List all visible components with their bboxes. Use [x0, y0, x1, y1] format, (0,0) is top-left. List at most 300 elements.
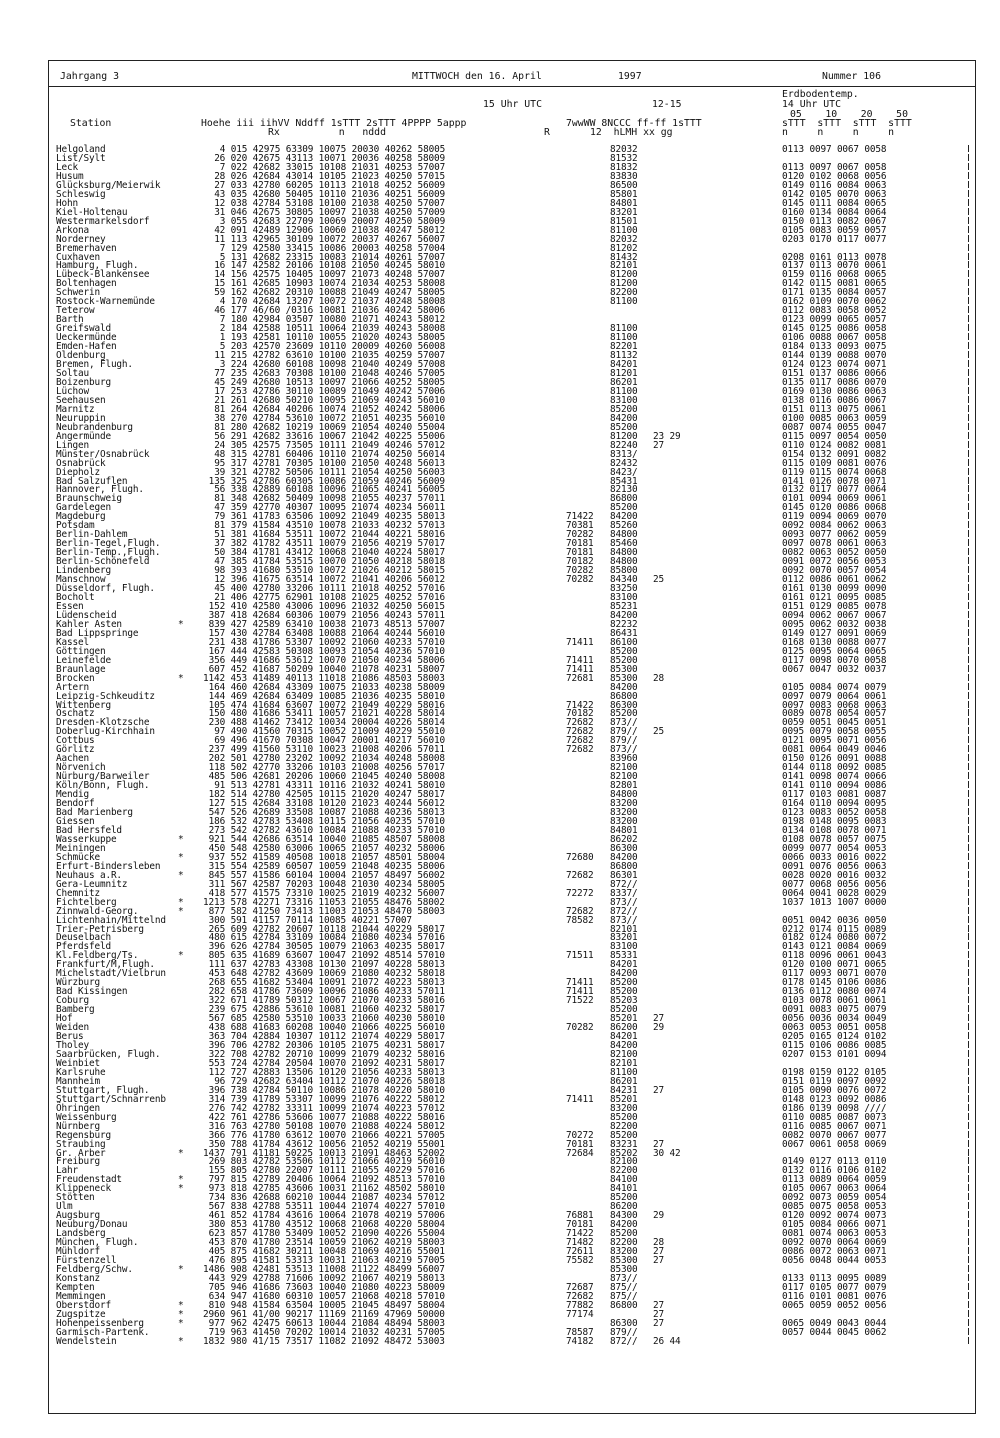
synop-codes: 734 836 42688 60210 10044 21087 40234 57012: [208, 1192, 445, 1204]
cloud-group: 85300: [610, 672, 638, 684]
cloud-group: 872//: [610, 905, 638, 917]
margin-bar: [968, 853, 969, 860]
soil-temps: 0141 0126 0078 0071: [782, 475, 887, 487]
station-name: Bad Kissingen: [56, 986, 128, 998]
cloud-group: 81501: [610, 215, 638, 227]
margin-bar: [968, 1140, 969, 1147]
synop-codes: 56 291 42682 33616 10067 21042 40225 55006: [214, 430, 445, 442]
soil-temps: 0087 0074 0055 0047: [782, 421, 887, 433]
margin-bar: [968, 423, 969, 430]
station-name: Lindenberg: [56, 565, 111, 577]
synop-codes: 387 418 42684 60306 10079 21056 40243 57011: [208, 609, 445, 621]
margin-bar: [968, 244, 969, 251]
synop-codes: 11 215 42782 63610 10100 21035 40259 57007: [214, 350, 445, 362]
station-name: Meiningen: [56, 842, 106, 854]
station-name: Dresden-Klotzsche: [56, 717, 150, 729]
synop-codes: 12 396 41675 63514 10072 21041 40206 56012: [214, 574, 445, 586]
cloud-group: 85260: [610, 520, 638, 532]
synop-codes: 4 015 42975 63309 10075 20030 40262 58005: [219, 144, 446, 155]
weather-group: 72682: [566, 744, 594, 756]
soil-temps: 0081 0074 0063 0053: [782, 1228, 887, 1240]
synop-codes: 453 870 41780 23514 10059 21062 40219 58003: [208, 1237, 445, 1249]
station-name: Klippeneck: [56, 1183, 111, 1195]
synop-codes: 443 929 42788 71606 10092 21067 40219 58013: [208, 1272, 445, 1284]
weather-group: 71411: [566, 1093, 594, 1105]
soil-temps: 0133 0113 0095 0089: [782, 1272, 887, 1284]
cloud-group: 86800: [610, 690, 638, 702]
margin-bar: [968, 441, 969, 448]
station-name: Berlin-Tegel,Flugh.: [56, 538, 161, 550]
margin-bar: [968, 1149, 969, 1156]
synop-codes: 167 444 42583 50308 10093 21054 40236 57010: [208, 645, 445, 657]
soil-temps: 0136 0112 0080 0074: [782, 986, 887, 998]
margin-bar: [968, 387, 969, 394]
soil-temps: 0113 0097 0067 0058: [782, 144, 887, 155]
mountain-mark: *: [178, 618, 184, 630]
margin-bar: [968, 414, 969, 421]
margin-bar: [968, 432, 969, 439]
margin-bar: [968, 477, 969, 484]
cloud-group: 85200: [610, 502, 638, 514]
soil-temps: 0051 0042 0036 0050: [782, 914, 887, 926]
margin-bar: [968, 1283, 969, 1290]
station-name: Bad Lippspringe: [56, 627, 139, 639]
weather-group: 71422: [566, 1228, 594, 1240]
weather-group: 72687: [566, 1281, 594, 1293]
station-name: Magdeburg: [56, 511, 106, 523]
synop-codes: 350 788 41784 43612 10056 21052 40219 55001: [208, 1138, 445, 1150]
soil-temps: 0120 0102 0068 0056: [782, 170, 887, 182]
station-name: Neubrandenburg: [56, 421, 133, 433]
margin-bar: [968, 468, 969, 475]
margin-bar: [968, 494, 969, 501]
station-name: Bocholt: [56, 592, 95, 603]
soil-temps: 0151 0129 0085 0078: [782, 600, 887, 612]
cloud-group: 82032: [610, 233, 638, 245]
synop-codes: 48 315 42781 60406 10110 21074 40250 56014: [214, 448, 445, 460]
synop-codes: 50 384 41781 43412 10068 21040 40224 58017: [214, 547, 445, 559]
station-name: Glücksburg/Meierwik: [56, 179, 161, 191]
margin-bar: [968, 235, 969, 242]
synop-codes: 485 506 42681 20206 10060 21045 40240 58008: [208, 771, 445, 783]
synop-codes: 47 385 41784 53515 10070 21050 40218 58018: [214, 556, 445, 568]
synop-codes: 164 460 42684 43309 10075 21033 40238 58009: [208, 681, 445, 693]
synop-codes: 322 671 41789 50312 10067 21070 40233 58016: [208, 995, 445, 1007]
soil-temps: 0066 0033 0016 0022: [782, 851, 887, 863]
margin-bar: [968, 1095, 969, 1102]
weather-group: 70182: [566, 556, 594, 568]
station-name: München, Flugh.: [56, 1237, 139, 1249]
soil-temps: 0067 0047 0032 0037: [782, 663, 887, 675]
mountain-mark: *: [178, 1183, 184, 1195]
margin-bar: [968, 1265, 969, 1272]
mountain-mark: *: [178, 950, 184, 962]
margin-bar: [968, 951, 969, 958]
station-name: Leck: [56, 161, 78, 173]
margin-bar: [968, 190, 969, 197]
station-name: Kassel: [56, 636, 89, 648]
cloud-group: 879//: [610, 1326, 638, 1338]
soil-temps: 0142 0115 0081 0065: [782, 278, 887, 290]
margin-bar: [968, 889, 969, 896]
station-name: Weinbiet: [56, 1057, 100, 1069]
margin-bar: [968, 530, 969, 537]
synop-codes: 81 264 42684 40206 10074 21052 40242 58006: [214, 403, 445, 415]
synop-codes: 396 706 42782 20306 10105 21075 40231 58017: [208, 1040, 445, 1051]
soil-temps: 0064 0041 0028 0029: [782, 887, 887, 899]
synop-codes: 1142 453 41489 40113 11018 21086 48503 58003: [203, 672, 445, 684]
soil-temps: 0144 0118 0092 0085: [782, 762, 887, 774]
header-day-date: MITTWOCH den 16. April: [412, 71, 542, 82]
soil-temps: 0132 0116 0106 0102: [782, 1165, 887, 1177]
synop-codes: 797 815 42789 20406 10064 21092 48513 57010: [208, 1174, 445, 1186]
soil-temps: 0059 0051 0045 0051: [782, 717, 887, 729]
margin-bar: [968, 351, 969, 358]
station-name: Teterow: [56, 305, 95, 317]
soil-temps: 0145 0125 0086 0058: [782, 323, 887, 335]
soil-temps: 0082 0070 0067 0077: [782, 1129, 887, 1141]
station-name: Manschnow: [56, 574, 106, 586]
mountain-mark: *: [178, 1317, 184, 1329]
station-name: Lahr: [56, 1165, 78, 1177]
cloud-group: 85300: [610, 663, 638, 675]
weather-group: 70181: [566, 538, 594, 550]
soil-temps: 0161 0121 0095 0085: [782, 592, 887, 603]
station-name: Hohenpeissenberg: [56, 1317, 144, 1329]
soil-temps: 0123 0083 0052 0058: [782, 807, 887, 819]
soil-temps: 0056 0036 0034 0049: [782, 1013, 887, 1025]
synop-codes: 547 526 42689 33508 10087 21088 40236 58013: [208, 807, 445, 819]
soil-temps: 0077 0068 0056 0056: [782, 878, 887, 890]
cloud-group: 83960: [610, 753, 638, 765]
cloud-group: 83231: [610, 1138, 638, 1150]
soil-temps: 0150 0113 0082 0067: [782, 215, 887, 227]
margin-bar: [968, 727, 969, 734]
station-name: Nürnberg: [56, 1120, 100, 1132]
station-name: Landsberg: [56, 1228, 106, 1240]
margin-bar: [968, 1274, 969, 1281]
synop-codes: 112 727 42883 13506 10120 21056 40233 58013: [208, 1066, 445, 1078]
station-name: Konstanz: [56, 1272, 100, 1284]
margin-bar: [968, 871, 969, 878]
mountain-mark: *: [178, 1147, 184, 1159]
cloud-group: 85200: [610, 1228, 638, 1240]
station-name: Trier-Petrisberg: [56, 923, 144, 935]
station-name: Angermünde: [56, 430, 111, 442]
wind-peak: 29: [653, 1022, 664, 1034]
cloud-group: 84200: [610, 851, 638, 863]
cloud-group: 82201: [610, 341, 638, 353]
station-name: Nörvenich: [56, 762, 106, 774]
synop-codes: 1213 578 42271 73316 11053 21055 48476 58002: [203, 896, 445, 908]
station-name: Braunlage: [56, 663, 106, 675]
synop-codes: 5 131 42682 23315 10083 21014 40261 57007: [219, 251, 446, 263]
margin-bar: [968, 145, 969, 152]
soil-temps: 0171 0135 0084 0057: [782, 287, 887, 299]
station-name: Cuxhaven: [56, 251, 100, 263]
soil-temps: 0101 0094 0069 0061: [782, 493, 887, 505]
cloud-group: 82200: [610, 1165, 638, 1177]
cloud-group: 82100: [610, 1048, 638, 1060]
weather-group: 78582: [566, 914, 594, 926]
synop-codes: 39 321 42782 50506 10111 21054 40250 56003: [214, 466, 445, 478]
margin-bar: [968, 1113, 969, 1120]
soil-temps: 0099 0077 0054 0053: [782, 842, 887, 854]
cloud-group: 84101: [610, 1183, 638, 1195]
synop-codes: 3 055 42683 22709 10069 20007 40250 58009: [219, 215, 446, 227]
station-name: Lingen: [56, 439, 89, 451]
soil-temps: 0093 0077 0062 0059: [782, 529, 887, 541]
margin-bar: [968, 638, 969, 645]
margin-bar: [968, 315, 969, 322]
soil-temps: 0208 0161 0113 0078: [782, 251, 887, 263]
margin-bar: [968, 270, 969, 277]
weather-group: 75582: [566, 1255, 594, 1267]
station-name: Weiden: [56, 1022, 89, 1034]
synop-codes: 38 270 42784 53610 10072 21051 40235 56010: [214, 412, 445, 424]
soil-temps: 0097 0078 0061 0063: [782, 538, 887, 550]
cloud-group: 82232: [610, 618, 638, 630]
synop-codes: 28 026 42684 43014 10105 21023 40250 57015: [214, 170, 445, 182]
synop-codes: 567 685 42580 53510 10033 21060 40230 58010: [208, 1013, 445, 1025]
station-name: Diepholz: [56, 466, 100, 478]
station-name: Stuttgart, Flugh.: [56, 1084, 150, 1096]
synop-codes: 973 818 42785 43606 10031 21162 48502 58010: [208, 1183, 445, 1195]
soil-temps: 0123 0099 0065 0057: [782, 314, 887, 326]
cloud-group: 85202: [610, 1147, 638, 1159]
soil-temps: 0113 0097 0067 0058: [782, 161, 887, 173]
margin-bar: [968, 718, 969, 725]
station-name: Coburg: [56, 995, 89, 1007]
cloud-group: 86300: [610, 842, 638, 854]
wind-peak: 27: [653, 1013, 664, 1025]
cloud-group: 84800: [610, 529, 638, 541]
wind-peak: 27: [653, 1308, 664, 1320]
synop-codes: 239 675 42886 53610 10081 21060 40232 58017: [208, 1004, 445, 1016]
wind-peak: 27: [653, 1255, 664, 1267]
margin-bar: [968, 154, 969, 161]
wind-peak: 28: [653, 672, 664, 684]
cloud-group: 86500: [610, 179, 638, 191]
station-name: Karlsruhe: [56, 1066, 106, 1078]
synop-codes: 21 261 42680 50210 10095 21069 40243 56010: [214, 394, 445, 406]
station-name: Greifswald: [56, 323, 111, 335]
margin-bar: [968, 163, 969, 170]
cloud-group: 84340: [610, 574, 638, 586]
synop-codes: 7 180 42984 03507 10080 21071 40243 58012: [219, 314, 446, 326]
synop-codes: 43 035 42680 50405 10110 21036 40251 56009: [214, 188, 445, 200]
soil-temps: 0143 0121 0084 0069: [782, 941, 887, 953]
margin-bar: [968, 226, 969, 233]
soil-temps: 0085 0075 0058 0053: [782, 1201, 887, 1213]
synop-codes: 2 184 42588 10511 10064 21039 40243 58008: [219, 323, 446, 335]
margin-bar: [968, 1166, 969, 1173]
cloud-group: 86201: [610, 376, 638, 388]
cloud-group: 85201: [610, 1013, 638, 1025]
station-name: Öhringen: [56, 1102, 100, 1114]
station-name: Hannover, Flugh.: [56, 484, 144, 496]
station-name: Bremen, Flugh.: [56, 359, 133, 371]
margin-bar: [968, 996, 969, 1003]
margin-bar: [968, 584, 969, 591]
synop-codes: 186 532 42783 53408 10115 21056 40235 57010: [208, 816, 445, 827]
weather-group: 72682: [566, 717, 594, 729]
mountain-mark: *: [178, 905, 184, 917]
synop-codes: 422 761 42786 53606 10077 21088 40222 58016: [208, 1111, 445, 1123]
mountain-mark: *: [178, 851, 184, 863]
synop-codes: 719 963 41450 70202 10014 21032 40231 57005: [208, 1326, 445, 1338]
margin-bar: [968, 378, 969, 385]
cloud-group: 873//: [610, 717, 638, 729]
mountain-mark: *: [178, 896, 184, 908]
soil-temps: 0186 0139 0098 ////: [782, 1102, 887, 1114]
margin-bar: [968, 817, 969, 824]
soil-temps: 0115 0106 0086 0085: [782, 1040, 887, 1051]
soil-temps: 0082 0063 0052 0050: [782, 547, 887, 559]
soil-temps: 0100 0085 0063 0059: [782, 412, 887, 424]
synop-codes: 3 224 42680 60108 10098 21040 40249 57008: [219, 359, 446, 371]
synop-codes: 37 382 41782 43511 10079 21056 40219 57017: [214, 538, 445, 550]
synop-codes: 480 615 42784 33109 10084 21080 40234 57016: [208, 932, 445, 944]
cloud-group: 85200: [610, 645, 638, 657]
margin-bar: [968, 181, 969, 188]
synop-codes: 567 838 42788 53511 10044 21074 40227 57010: [208, 1201, 445, 1213]
station-name: Leinefelde: [56, 654, 111, 666]
soil-temps: 0134 0108 0078 0071: [782, 824, 887, 836]
margin-bar: [968, 916, 969, 923]
synop-codes: 380 853 41780 43512 10068 21068 40220 58004: [208, 1219, 445, 1231]
synop-codes: 5 203 42570 23609 10110 20009 40260 56008: [219, 341, 446, 353]
soil-temps: 0081 0064 0049 0046: [782, 744, 887, 756]
weather-group: 70282: [566, 1022, 594, 1034]
station-name: Tholey: [56, 1040, 89, 1051]
margin-bar: [968, 503, 969, 510]
cloud-group: 85200: [610, 1192, 638, 1204]
soil-temps: 0149 0127 0091 0069: [782, 627, 887, 639]
margin-bar: [968, 745, 969, 752]
cloud-group: 85200: [610, 1129, 638, 1141]
margin-bar: [968, 1131, 969, 1138]
margin-bar: [968, 575, 969, 582]
cloud-group: 86200: [610, 1201, 638, 1213]
wind-peak: 27: [653, 1299, 664, 1311]
synop-codes: 396 738 42784 50110 10086 21078 40220 58010: [208, 1084, 445, 1096]
station-name: Essen: [56, 600, 84, 612]
synop-codes: 265 609 42782 20607 10118 21044 40229 58017: [208, 923, 445, 935]
station-name: Bad Hersfeld: [56, 824, 122, 836]
margin-bar: [968, 1122, 969, 1129]
synop-codes: 14 156 42575 10405 10097 21073 40248 57007: [214, 269, 445, 281]
synop-codes: 316 763 42780 50108 10070 21088 40224 58012: [208, 1120, 445, 1132]
weather-group: 71422: [566, 699, 594, 711]
margin-bar: [968, 656, 969, 663]
station-name: Artern: [56, 681, 89, 693]
cloud-group: 85460: [610, 538, 638, 550]
soil-temps: 0105 0090 0076 0072: [782, 1084, 887, 1096]
cloud-group: 84300: [610, 1210, 638, 1222]
cloud-group: 83200: [610, 1246, 638, 1258]
margin-bar: [968, 557, 969, 564]
soil-temps: 0117 0105 0077 0079: [782, 1281, 887, 1293]
station-name: Kahler Asten: [56, 618, 122, 630]
margin-bar: [968, 808, 969, 815]
soil-temps: 0151 0137 0086 0066: [782, 368, 887, 379]
margin-bar: [968, 692, 969, 699]
margin-bar: [968, 288, 969, 295]
synop-codes: 144 469 42684 63409 10085 21036 40235 58010: [208, 690, 445, 702]
soil-temps: 0106 0088 0067 0058: [782, 332, 887, 344]
margin-bar: [968, 987, 969, 994]
weather-group: 70282: [566, 565, 594, 577]
margin-bar: [968, 566, 969, 573]
station-name: Neuburg/Donau: [56, 1219, 128, 1231]
cloud-group: 875//: [610, 1281, 638, 1293]
margin-bar: [968, 1256, 969, 1263]
station-name: Lüdenscheid: [56, 609, 117, 621]
synop-codes: 69 496 41670 70308 10047 20001 40217 56010: [214, 735, 445, 747]
cloud-group: 8337/: [610, 887, 638, 899]
cloud-group: 84800: [610, 556, 638, 568]
margin-bar: [968, 942, 969, 949]
cloud-group: 82130: [610, 484, 638, 496]
margin-bar: [968, 772, 969, 779]
weather-group: 71411: [566, 654, 594, 666]
soil-temps: 0184 0133 0093 0075: [782, 341, 887, 353]
synop-codes: 476 895 41581 53313 10031 21063 40219 57005: [208, 1255, 445, 1267]
station-name: Freudenstadt: [56, 1174, 122, 1186]
station-name: Bendorf: [56, 798, 95, 810]
margin-bar: [968, 1032, 969, 1039]
soil-temps: 0125 0095 0064 0065: [782, 645, 887, 657]
weather-group: 72681: [566, 672, 594, 684]
cloud-group: 81202: [610, 242, 638, 254]
margin-bar: [968, 1050, 969, 1057]
synop-codes: 12 038 42784 53108 10100 21038 40250 57007: [214, 197, 445, 209]
margin-bar: [968, 781, 969, 788]
margin-bar: [968, 602, 969, 609]
station-name: Michelstadt/Vielbrun: [56, 968, 166, 980]
soil-temps: 0067 0061 0058 0069: [782, 1138, 887, 1150]
soil-temps: 0097 0079 0064 0061: [782, 690, 887, 702]
cloud-group: 85200: [610, 403, 638, 415]
weather-group: 72272: [566, 887, 594, 899]
station-name: Lübeck-Blankensee: [56, 269, 150, 281]
cloud-group: 82101: [610, 1057, 638, 1069]
margin-bar: [968, 1292, 969, 1299]
cloud-group: 86201: [610, 1075, 638, 1087]
synop-codes: 42 091 42489 12906 10060 21038 40247 58012: [214, 224, 445, 236]
station-name: Deuselbach: [56, 932, 111, 944]
synop-codes: 311 567 42587 70203 10048 21030 40234 58005: [208, 878, 445, 890]
margin-bar: [968, 1337, 969, 1344]
station-name: Oschatz: [56, 708, 95, 720]
station-name: Bamberg: [56, 1004, 95, 1016]
synop-codes: 21 406 42775 62901 10108 21025 40252 57016: [214, 592, 445, 603]
station-name: Osnabrück: [56, 457, 106, 469]
margin-bar: [968, 1247, 969, 1254]
station-name: Brocken: [56, 672, 95, 684]
cloud-group: 83201: [610, 206, 638, 218]
soil-temps: 0160 0134 0084 0064: [782, 206, 887, 218]
cloud-group: 82432: [610, 457, 638, 469]
weather-group: 71411: [566, 986, 594, 998]
station-name: Kiel-Holtenau: [56, 206, 128, 218]
wind-peak: 29: [653, 1210, 664, 1222]
margin-bar: [968, 674, 969, 681]
cloud-group: 84100: [610, 1174, 638, 1186]
station-name: Ulm: [56, 1201, 73, 1213]
synop-codes: 95 317 42781 70305 10100 21050 40248 56013: [214, 457, 445, 469]
